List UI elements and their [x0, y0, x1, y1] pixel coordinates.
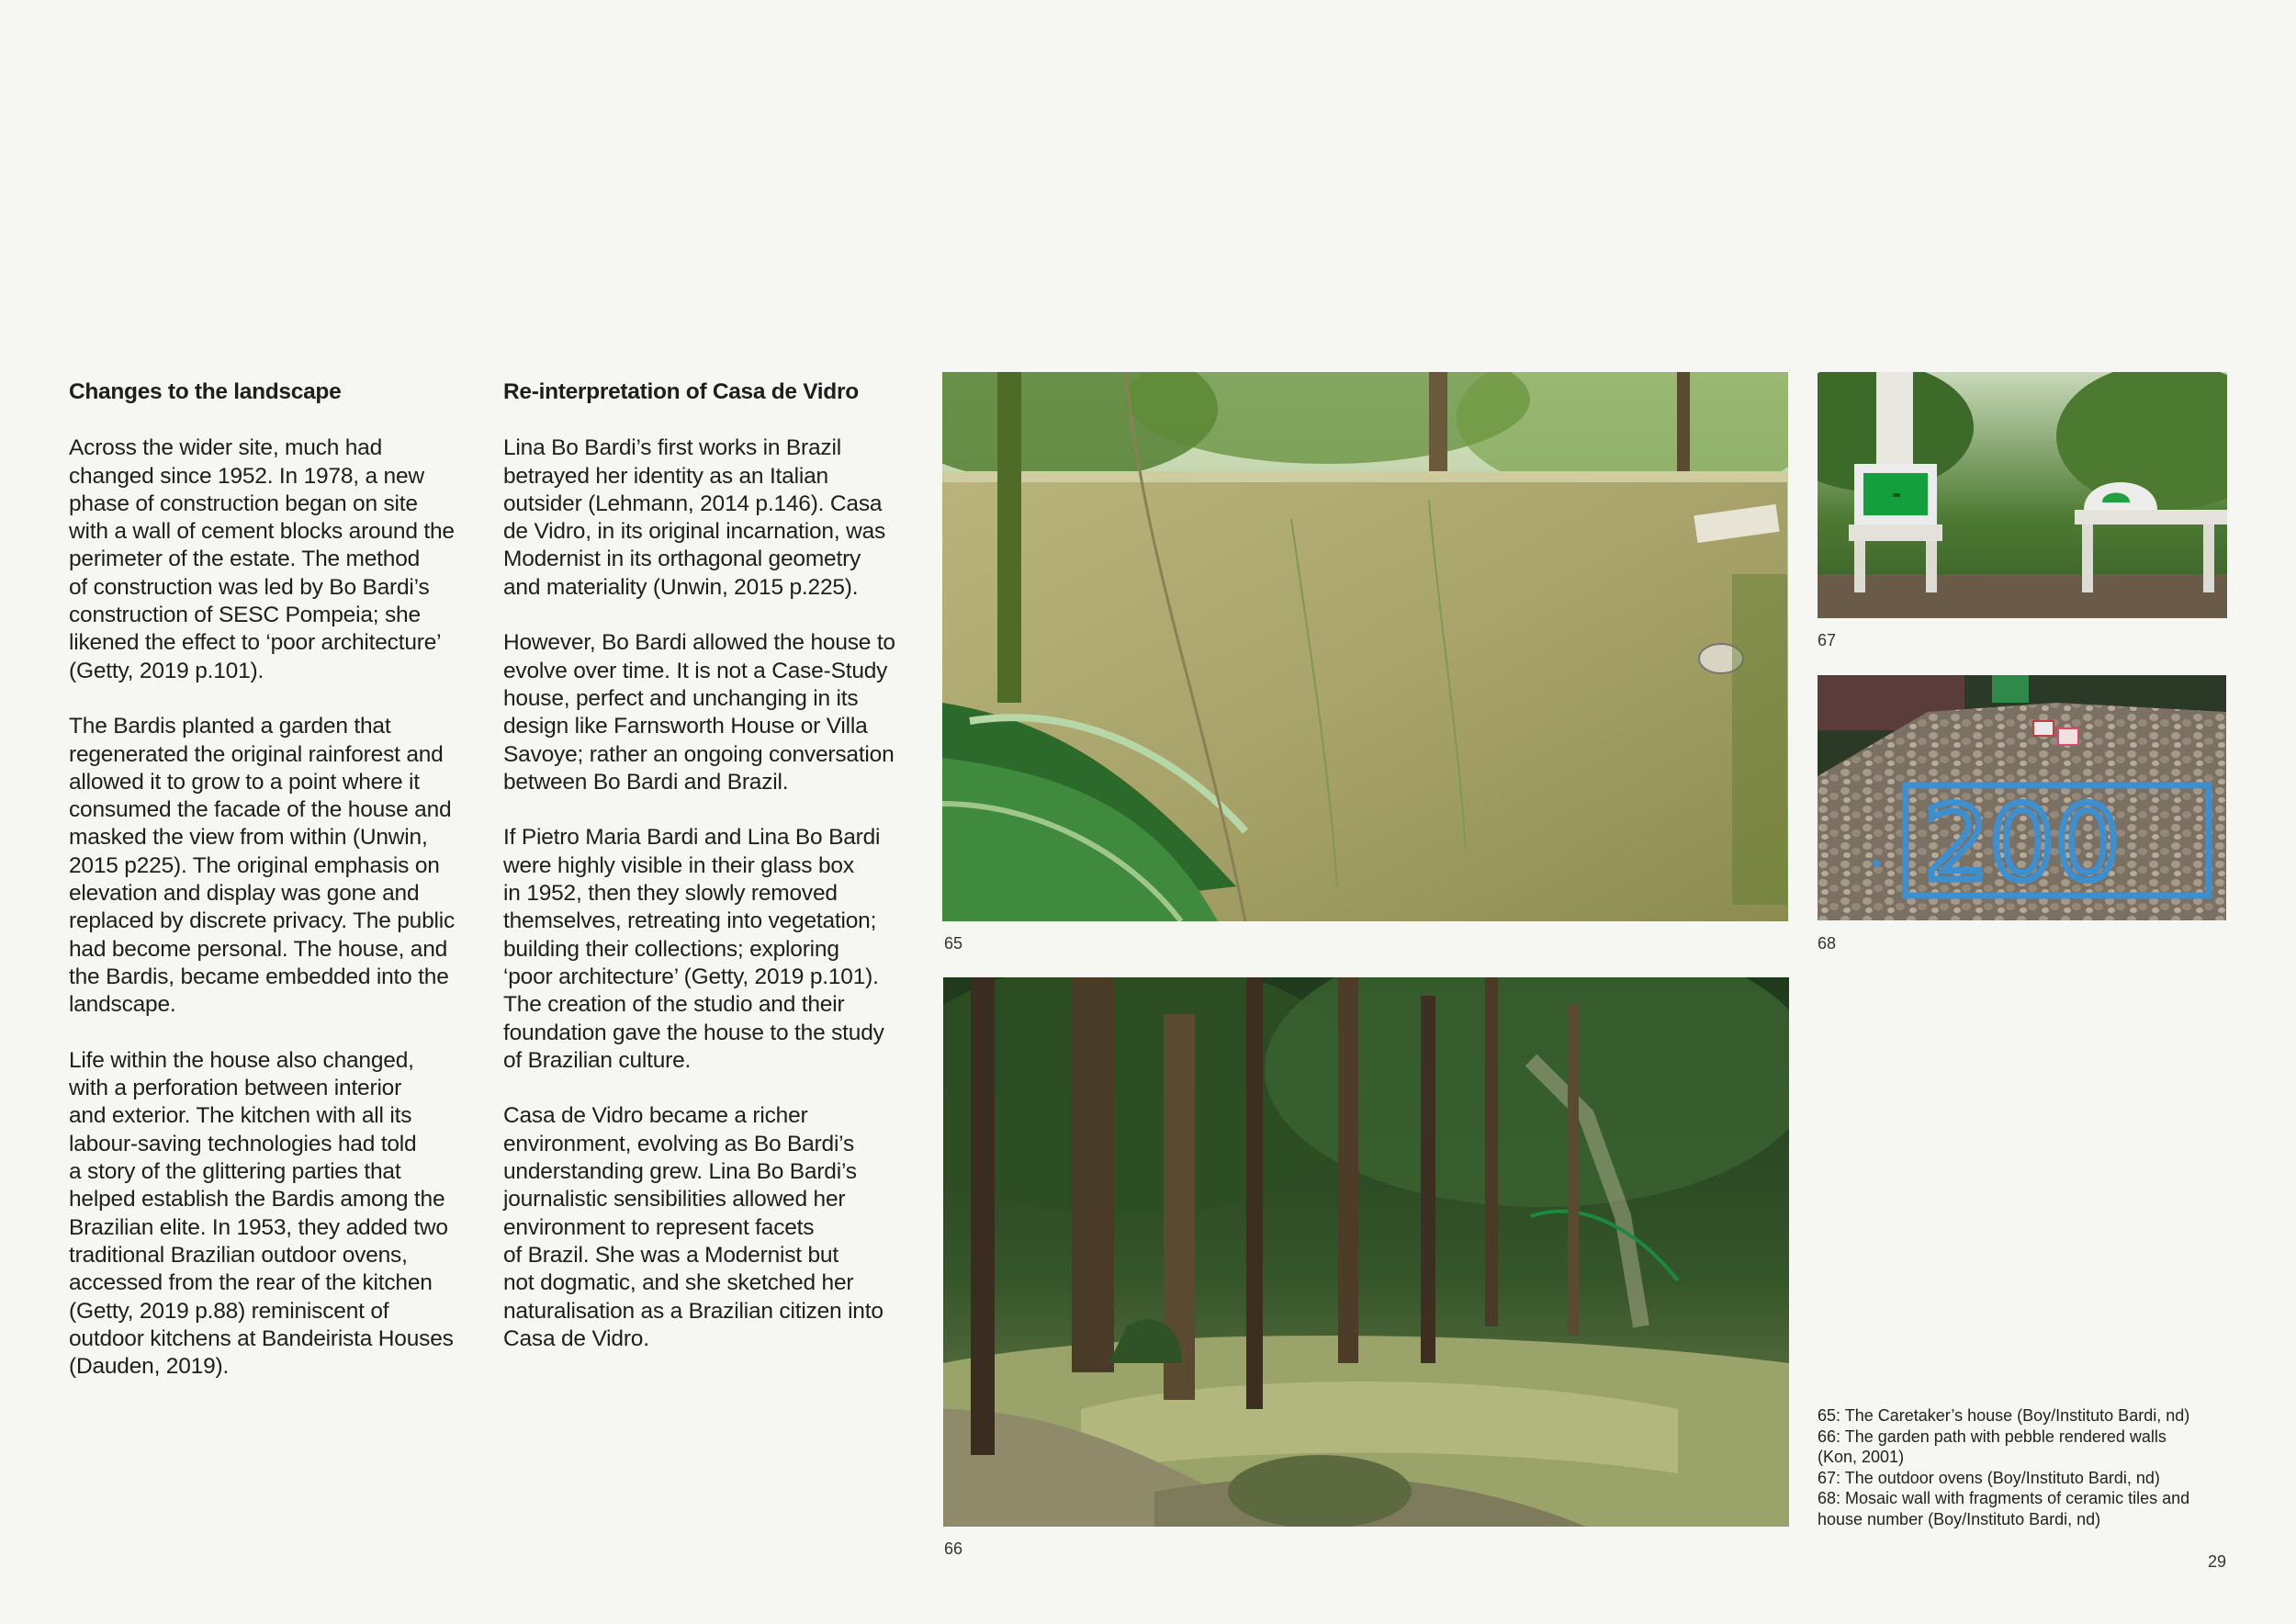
text-column-middle [503, 378, 921, 1381]
caption-66: 66: The garden path with pebble rendered walls (Kon, 2001) [1818, 1427, 2167, 1467]
caption-68: 68: Mosaic wall with fragments of ceramic tiles and house number (Boy/Instituto Bardi, nd) [1818, 1489, 2190, 1528]
paragraph: If Pietro Maria Bardi and Lina Bo Bardi were highly visible in their glass box in 1952, then they slowly removed themselves, retreating into vegetation; building their collections; exploring ‘poor architecture’ (Getty, 2019 p.101). The creation of the studio and their foundation gave the house to the study of Brazilian culture. [503, 825, 884, 1073]
caption-67: 67: The outdoor ovens (Boy/Instituto Bardi, nd) [1818, 1468, 2160, 1487]
section-heading-landscape: Changes to the landscape [69, 379, 342, 404]
paragraph: Life within the house also changed, with a perforation between interior and exterior. The kitchen with all its labour-saving technologies had told a story of the glittering parties that helped establish the Bardis among the Brazilian elite. In 1953, they added two traditional Brazilian outdoor ovens, accessed from the rear of the kitchen (Getty, 2019 p.88) reminiscent of outdoor kitchens at Bandeirista Houses (Dauden, 2019). [69, 1047, 454, 1380]
figure-number-68: 68 [1818, 934, 1837, 953]
paragraph: Lina Bo Bardi’s first works in Brazil betrayed her identity as an Italian outsider (Lehmann, 2014 p.146). Casa de Vidro, in its original incarnation, was Modernist in its orthagonal geometry and materiality (Unwin, 2015 p.225). [503, 435, 886, 600]
paragraph: However, Bo Bardi allowed the house to evolve over time. It is not a Case-Study house, perfect and unchanging in its design like Farnsworth House or Villa Savoye; rather an ongoing conversation between Bo Bardi and Brazil. [503, 630, 895, 795]
photo-garden-path [943, 977, 1789, 1527]
paragraph: The Bardis planted a garden that regenerated the original rainforest and allowed it to grow to a point where it consumed the facade of the house and masked the view from within (Unwin, 2015 p225). The original emphasis on elevation and display was gone and replaced by discrete privacy. The public had become personal. The house, and the Bardis, became embedded into the landscape. [69, 714, 456, 1018]
section-heading-reinterpretation: Re-interpretation of Casa de Vidro [503, 379, 859, 404]
house-number-text: 200 [1924, 784, 2121, 904]
figure-captions [1818, 1405, 2235, 1530]
caption-65: 65: The Caretaker’s house (Boy/Instituto Bardi, nd) [1818, 1406, 2190, 1425]
photo-outdoor-ovens [1818, 372, 2227, 618]
photo-mosaic-house-number [1818, 675, 2226, 920]
figure-number-65: 65 [944, 934, 963, 953]
figure-number-67: 67 [1818, 631, 1837, 649]
text-column-left [69, 378, 487, 1409]
paragraph: Across the wider site, much had changed since 1952. In 1978, a new phase of construction began on site with a wall of cement blocks around the perimeter of the estate. The method of construction was led by Bo Bardi’s construction of SESC Pompeia; she likened the effect to ‘poor architecture’ (Getty, 2019 p.101). [69, 435, 455, 683]
photo-caretakers-house [942, 372, 1788, 921]
paragraph: Casa de Vidro became a richer environment, evolving as Bo Bardi’s understanding grew. Lina Bo Bardi’s journalistic sensibilities allowed her environment to represent facets of Brazil. She was a Modernist but not dogmatic, and she sketched her naturalisation as a Brazilian citizen into Casa de Vidro. [503, 1103, 884, 1351]
figure-number-66: 66 [944, 1539, 963, 1558]
page-number: 29 [2207, 1552, 2226, 1571]
